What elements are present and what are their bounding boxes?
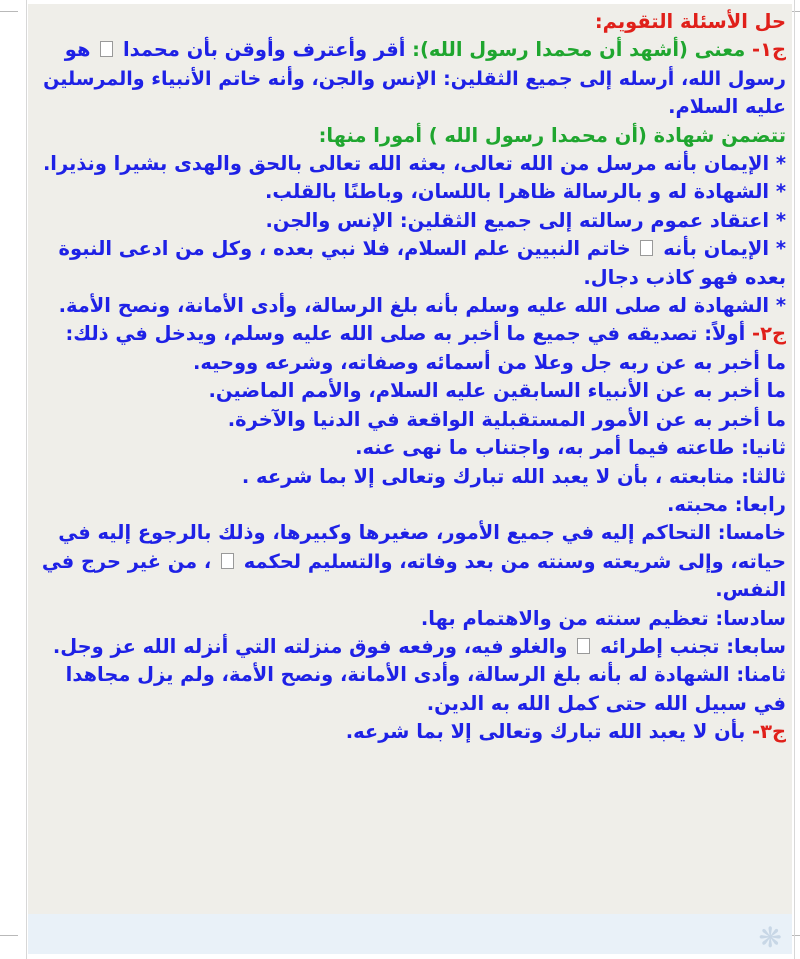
answer-number: ج٢- bbox=[752, 322, 786, 346]
document-body bbox=[40, 8, 786, 747]
fifth-point-line-2 bbox=[40, 548, 786, 576]
section-heading: حل الأسئلة التقويم: bbox=[594, 10, 786, 33]
crop-mark bbox=[0, 935, 18, 936]
footer-band bbox=[28, 914, 792, 954]
answer-3 bbox=[40, 718, 786, 746]
page-edge bbox=[26, 0, 27, 959]
answer-2-line-1 bbox=[40, 320, 786, 348]
implies-heading: تتضمن شهادة (أن محمدا رسول الله ) أمورا منها: bbox=[318, 123, 786, 147]
answer-text: أقر وأعترف وأوقن بأن محمدا bbox=[123, 38, 406, 62]
eighth-point-line-1: ثامنا: الشهادة له بأنه بلغ الرسالة، وأدى الأمانة، ونصح الأمة، ولم يزل مجاهدا bbox=[65, 663, 786, 687]
answer-number: ج٣- bbox=[752, 720, 786, 744]
list-item-continuation: بعده فهو كاذب دجال. bbox=[583, 265, 786, 289]
answer-1-line-2: رسول الله، أرسله إلى جميع الثقلين: الإنس والجن، وأنه خاتم الأنبياء والمرسلين bbox=[43, 67, 786, 90]
seventh-point-text: سابعا: تجنب إطرائه bbox=[600, 634, 786, 658]
fourth-point: رابعا: محبته. bbox=[666, 492, 786, 516]
second-point: ثانيا: طاعته فيما أمر به، واجتناب ما نهى عنه. bbox=[355, 436, 786, 460]
seventh-point-text: والغلو فيه، ورفعه فوق منزلته التي أنزله الله عز وجل. bbox=[52, 634, 568, 658]
answer-text: هو bbox=[64, 38, 91, 62]
list-item: * الشهادة له و بالرسالة ظاهرا باللسان، وباطنًا بالقلب. bbox=[265, 180, 786, 204]
list-item-text: * الإيمان بأنه bbox=[663, 237, 786, 261]
answer-1-line-1 bbox=[40, 36, 786, 64]
missing-glyph-box bbox=[640, 240, 653, 256]
fifth-point-line-3: النفس. bbox=[715, 578, 786, 602]
answer-text: أولاً: تصديقه في جميع ما أخبر به صلى الله عليه وسلم، ويدخل في ذلك: bbox=[65, 322, 746, 346]
sixth-point: سادسا: تعظيم سنته من والاهتمام بها. bbox=[420, 606, 786, 630]
told-item: ما أخبر به عن الأمور المستقبلية الواقعة في الدنيا والآخرة. bbox=[227, 407, 786, 431]
list-item: * اعتقاد عموم رسالته إلى جميع الثقلين: الإنس والجن. bbox=[265, 208, 786, 232]
fifth-point-text: حياته، وإلى شريعته وسنته من بعد وفاته، والتسليم لحكمه bbox=[243, 549, 786, 573]
answer-number: ج١- bbox=[752, 38, 786, 62]
seventh-point bbox=[40, 633, 786, 661]
missing-glyph-box bbox=[221, 553, 234, 569]
list-item-text: خاتم النبيين علم السلام، فلا نبي بعده ، وكل من ادعى النبوة bbox=[58, 237, 631, 261]
answer-text: بأن لا يعبد الله تبارك وتعالى إلا بما شرعه. bbox=[345, 720, 746, 744]
list-item: * الإيمان بأنه مرسل من الله تعالى، بعثه الله تعالى بالحق والهدى بشيرا ونذيرا. bbox=[42, 152, 786, 176]
missing-glyph-box bbox=[100, 41, 113, 57]
snowflake-icon: ❋ bbox=[758, 921, 782, 954]
third-point: ثالثا: متابعته ، بأن لا يعبد الله تبارك وتعالى إلا بما شرعه . bbox=[241, 464, 786, 488]
crop-mark bbox=[0, 11, 18, 12]
told-item: ما أخبر به عن الأنبياء السابقين عليه السلام، والأمم الماضين. bbox=[208, 379, 786, 403]
missing-glyph-box bbox=[577, 638, 590, 654]
list-item bbox=[40, 235, 786, 263]
eighth-point-line-2: في سبيل الله حتى كمل الله به الدين. bbox=[426, 691, 786, 715]
question-label: معنى (أشهد أن محمدا رسول الله): bbox=[412, 38, 746, 62]
told-item: ما أخبر به عن ربه جل وعلا من أسمائه وصفاته، وشرعه ووحيه. bbox=[192, 350, 786, 374]
fifth-point-line-1: خامسا: التحاكم إليه في جميع الأمور، صغيرها وكبيرها، وذلك بالرجوع إليه في bbox=[58, 521, 786, 545]
answer-1-line-3: عليه السلام. bbox=[668, 95, 786, 119]
fifth-point-text: ، من غير حرج في bbox=[41, 549, 212, 573]
list-item: * الشهادة له صلى الله عليه وسلم بأنه بلغ الرسالة، وأدى الأمانة، ونصح الأمة. bbox=[58, 294, 786, 318]
page-edge bbox=[794, 0, 795, 959]
